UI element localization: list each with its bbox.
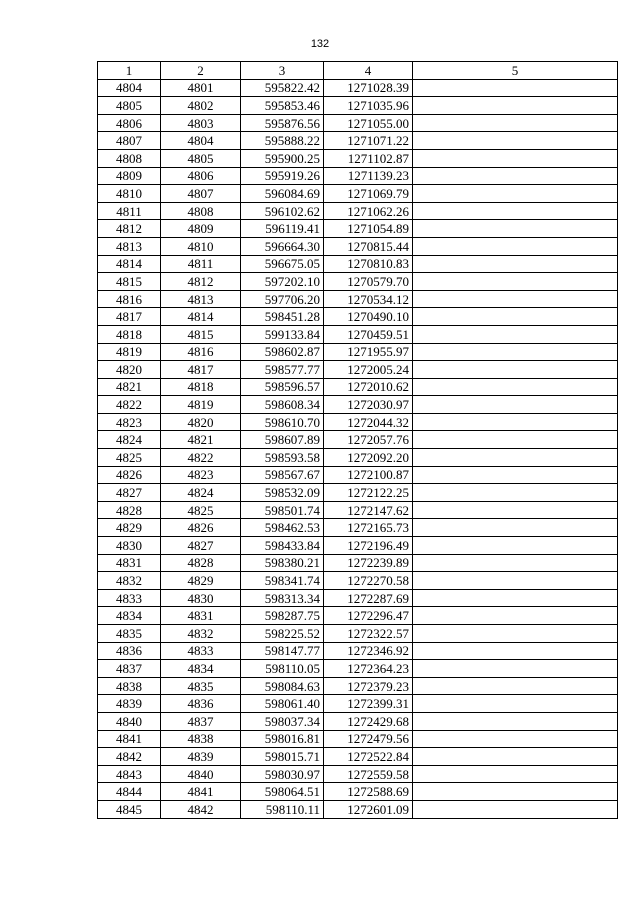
coordinates-table [97, 61, 618, 819]
table-cell: 4810 [98, 185, 161, 203]
table-row [98, 572, 618, 590]
table-cell: 4844 [98, 783, 161, 801]
table-cell: 4801 [161, 79, 241, 97]
table-cell: 1272010.62 [324, 378, 413, 396]
table-cell: 4819 [161, 396, 241, 414]
table-cell: 4824 [98, 431, 161, 449]
table-cell: 1272044.32 [324, 413, 413, 431]
table-row [98, 308, 618, 326]
table-cell: 4820 [98, 361, 161, 379]
table-cell [413, 589, 618, 607]
table-row [98, 589, 618, 607]
table-cell: 4806 [98, 114, 161, 132]
table-cell: 598577.77 [241, 361, 324, 379]
table-cell: 598084.63 [241, 677, 324, 695]
table-cell: 595822.42 [241, 79, 324, 97]
table-cell: 598451.28 [241, 308, 324, 326]
table-cell: 4832 [161, 625, 241, 643]
table-cell [413, 167, 618, 185]
table-cell: 596119.41 [241, 220, 324, 238]
table-cell [413, 800, 618, 818]
table-row [98, 748, 618, 766]
table-cell: 1271035.96 [324, 97, 413, 115]
table-row [98, 660, 618, 678]
table-cell: 598313.34 [241, 589, 324, 607]
table-cell: 598380.21 [241, 554, 324, 572]
table-cell: 4820 [161, 413, 241, 431]
table-row [98, 149, 618, 167]
table-row [98, 237, 618, 255]
table-cell: 4832 [98, 572, 161, 590]
table-cell: 1272588.69 [324, 783, 413, 801]
table-row [98, 537, 618, 555]
table-row [98, 290, 618, 308]
table-cell: 599133.84 [241, 325, 324, 343]
table-cell: 4827 [161, 537, 241, 555]
table-row [98, 625, 618, 643]
table-cell: 598147.77 [241, 642, 324, 660]
table-cell: 597202.10 [241, 273, 324, 291]
table-cell: 4811 [98, 202, 161, 220]
table-cell: 1272122.25 [324, 484, 413, 502]
table-cell: 1272057.76 [324, 431, 413, 449]
table-cell: 4818 [98, 325, 161, 343]
table-cell: 4831 [161, 607, 241, 625]
table-cell [413, 695, 618, 713]
table-cell: 4838 [161, 730, 241, 748]
table-cell: 4826 [161, 519, 241, 537]
table-cell: 598110.11 [241, 800, 324, 818]
table-cell [413, 325, 618, 343]
table-cell [413, 79, 618, 97]
table-cell: 1272287.69 [324, 589, 413, 607]
table-cell [413, 378, 618, 396]
table-cell: 4804 [98, 79, 161, 97]
table-cell: 598610.70 [241, 413, 324, 431]
table-cell [413, 712, 618, 730]
table-cell: 4833 [98, 589, 161, 607]
table-cell: 4825 [161, 501, 241, 519]
table-cell: 4814 [98, 255, 161, 273]
table-row [98, 185, 618, 203]
table-cell: 4826 [98, 466, 161, 484]
table-cell: 598433.84 [241, 537, 324, 555]
table-cell: 1270490.10 [324, 308, 413, 326]
table-row [98, 273, 618, 291]
table-cell: 1272429.68 [324, 712, 413, 730]
table-row [98, 677, 618, 695]
table-cell: 595900.25 [241, 149, 324, 167]
table-cell: 4840 [161, 765, 241, 783]
table-row [98, 343, 618, 361]
table-row [98, 255, 618, 273]
table-cell [413, 677, 618, 695]
table-cell: 1271139.23 [324, 167, 413, 185]
table-cell: 1272196.49 [324, 537, 413, 555]
table-row [98, 396, 618, 414]
table-cell [413, 642, 618, 660]
table-cell: 4815 [161, 325, 241, 343]
table-row [98, 449, 618, 467]
table-row [98, 765, 618, 783]
table-cell: 598225.52 [241, 625, 324, 643]
column-header: 2 [161, 62, 241, 80]
table-row [98, 378, 618, 396]
table-cell: 4809 [161, 220, 241, 238]
table-cell: 4831 [98, 554, 161, 572]
table-cell: 598602.87 [241, 343, 324, 361]
table-cell: 1272270.58 [324, 572, 413, 590]
table-cell [413, 202, 618, 220]
table-cell: 1272165.73 [324, 519, 413, 537]
table-cell: 4830 [161, 589, 241, 607]
table-cell: 4818 [161, 378, 241, 396]
table-cell: 4835 [98, 625, 161, 643]
table-row [98, 361, 618, 379]
table-cell: 598287.75 [241, 607, 324, 625]
column-header: 3 [241, 62, 324, 80]
table-cell: 1272239.89 [324, 554, 413, 572]
table-cell: 1272005.24 [324, 361, 413, 379]
table-cell [413, 519, 618, 537]
table-cell: 4828 [161, 554, 241, 572]
table-cell: 4815 [98, 273, 161, 291]
table-cell: 598064.51 [241, 783, 324, 801]
table-cell: 4833 [161, 642, 241, 660]
table-row [98, 132, 618, 150]
table-cell: 1271069.79 [324, 185, 413, 203]
table-cell: 4835 [161, 677, 241, 695]
table-cell: 4808 [161, 202, 241, 220]
table-cell: 4807 [161, 185, 241, 203]
table-cell: 4813 [161, 290, 241, 308]
table-cell: 4838 [98, 677, 161, 695]
table-cell: 4814 [161, 308, 241, 326]
table-cell: 1271102.87 [324, 149, 413, 167]
table-cell: 4841 [161, 783, 241, 801]
table-row [98, 114, 618, 132]
table-cell: 1271071.22 [324, 132, 413, 150]
table-cell: 4836 [161, 695, 241, 713]
table-cell [413, 484, 618, 502]
table-cell: 4845 [98, 800, 161, 818]
table-cell: 598567.67 [241, 466, 324, 484]
table-cell [413, 132, 618, 150]
table-cell: 596084.69 [241, 185, 324, 203]
table-cell: 598607.89 [241, 431, 324, 449]
table-cell [413, 537, 618, 555]
table-cell: 4808 [98, 149, 161, 167]
table-cell: 598596.57 [241, 378, 324, 396]
table-row [98, 783, 618, 801]
table-header-row [98, 62, 618, 80]
table-cell: 595853.46 [241, 97, 324, 115]
table-cell: 4840 [98, 712, 161, 730]
table-cell: 598016.81 [241, 730, 324, 748]
table-cell: 596675.05 [241, 255, 324, 273]
table-cell: 4819 [98, 343, 161, 361]
table-cell [413, 501, 618, 519]
table-cell: 598341.74 [241, 572, 324, 590]
table-cell: 1272399.31 [324, 695, 413, 713]
table-cell: 1272379.23 [324, 677, 413, 695]
table-cell: 4837 [161, 712, 241, 730]
table-cell: 4834 [98, 607, 161, 625]
table-cell [413, 273, 618, 291]
table-cell: 4839 [98, 695, 161, 713]
table-cell [413, 290, 618, 308]
table-row [98, 607, 618, 625]
table-cell: 1271028.39 [324, 79, 413, 97]
table-cell: 598110.05 [241, 660, 324, 678]
table-cell: 4830 [98, 537, 161, 555]
table-cell: 598608.34 [241, 396, 324, 414]
table-row [98, 220, 618, 238]
page-number: 132 [310, 38, 330, 50]
table-cell [413, 185, 618, 203]
table-cell: 1272322.57 [324, 625, 413, 643]
table-cell: 1272100.87 [324, 466, 413, 484]
table-cell: 4841 [98, 730, 161, 748]
table-cell: 596102.62 [241, 202, 324, 220]
table-row [98, 800, 618, 818]
table-cell: 4821 [161, 431, 241, 449]
table-cell: 4816 [98, 290, 161, 308]
table-cell [413, 625, 618, 643]
table-cell: 4823 [161, 466, 241, 484]
table-cell: 4816 [161, 343, 241, 361]
table-cell: 1272296.47 [324, 607, 413, 625]
table-cell [413, 237, 618, 255]
table-cell: 1271054.89 [324, 220, 413, 238]
table-cell: 4812 [161, 273, 241, 291]
table-cell: 4809 [98, 167, 161, 185]
table-cell: 4822 [98, 396, 161, 414]
table-cell: 598037.34 [241, 712, 324, 730]
table-cell: 598501.74 [241, 501, 324, 519]
table-cell: 4817 [161, 361, 241, 379]
table-cell: 4803 [161, 114, 241, 132]
table-cell [413, 431, 618, 449]
table-cell: 4825 [98, 449, 161, 467]
table-cell: 4843 [98, 765, 161, 783]
table-cell: 4817 [98, 308, 161, 326]
table-cell [413, 572, 618, 590]
table-cell [413, 361, 618, 379]
table-cell: 1272030.97 [324, 396, 413, 414]
table-cell [413, 554, 618, 572]
table-cell: 598532.09 [241, 484, 324, 502]
table-cell: 596664.30 [241, 237, 324, 255]
table-cell: 4813 [98, 237, 161, 255]
table-cell: 1272522.84 [324, 748, 413, 766]
table-cell: 598462.53 [241, 519, 324, 537]
table-cell [413, 343, 618, 361]
table-cell: 4839 [161, 748, 241, 766]
table-cell: 598061.40 [241, 695, 324, 713]
table-cell: 1270815.44 [324, 237, 413, 255]
table-cell [413, 765, 618, 783]
column-header: 4 [324, 62, 413, 80]
table-cell: 1272346.92 [324, 642, 413, 660]
table-cell: 4810 [161, 237, 241, 255]
table-cell: 4821 [98, 378, 161, 396]
table-row [98, 730, 618, 748]
table-cell: 1272479.56 [324, 730, 413, 748]
table-cell: 4804 [161, 132, 241, 150]
table-cell: 4842 [98, 748, 161, 766]
table-cell: 598015.71 [241, 748, 324, 766]
table-cell [413, 607, 618, 625]
table-cell: 1272601.09 [324, 800, 413, 818]
column-header: 1 [98, 62, 161, 80]
table-row [98, 431, 618, 449]
table-cell [413, 660, 618, 678]
table-cell: 4811 [161, 255, 241, 273]
table-cell: 598593.58 [241, 449, 324, 467]
table-cell: 4802 [161, 97, 241, 115]
table-cell: 1270810.83 [324, 255, 413, 273]
table-cell [413, 97, 618, 115]
table-row [98, 642, 618, 660]
table-cell: 4837 [98, 660, 161, 678]
table-cell: 4836 [98, 642, 161, 660]
table-row [98, 167, 618, 185]
table-row [98, 519, 618, 537]
table-cell: 4824 [161, 484, 241, 502]
table-cell: 1272364.23 [324, 660, 413, 678]
table-cell: 1270459.51 [324, 325, 413, 343]
table-cell: 4806 [161, 167, 241, 185]
table-row [98, 97, 618, 115]
table-cell: 1271955.97 [324, 343, 413, 361]
table-cell: 595888.22 [241, 132, 324, 150]
table-cell [413, 396, 618, 414]
table-cell: 4807 [98, 132, 161, 150]
table-row [98, 554, 618, 572]
table-cell: 1272147.62 [324, 501, 413, 519]
table-row [98, 325, 618, 343]
table-row [98, 413, 618, 431]
table-cell: 4812 [98, 220, 161, 238]
table-row [98, 712, 618, 730]
table-cell: 4834 [161, 660, 241, 678]
table-cell [413, 255, 618, 273]
table-row [98, 202, 618, 220]
table-row [98, 695, 618, 713]
table-cell: 595876.56 [241, 114, 324, 132]
table-cell: 4805 [98, 97, 161, 115]
table-cell: 4842 [161, 800, 241, 818]
table-cell: 598030.97 [241, 765, 324, 783]
column-header: 5 [413, 62, 618, 80]
table-row [98, 501, 618, 519]
table-cell [413, 449, 618, 467]
table-cell [413, 466, 618, 484]
table-cell [413, 220, 618, 238]
table-cell [413, 149, 618, 167]
table-cell [413, 413, 618, 431]
table-cell: 1270534.12 [324, 290, 413, 308]
table-cell: 4823 [98, 413, 161, 431]
table-cell [413, 748, 618, 766]
table-cell: 597706.20 [241, 290, 324, 308]
table-cell [413, 308, 618, 326]
table-cell: 1270579.70 [324, 273, 413, 291]
table-cell: 4829 [161, 572, 241, 590]
table-cell: 4827 [98, 484, 161, 502]
table-row [98, 466, 618, 484]
table-row [98, 484, 618, 502]
table-cell: 4805 [161, 149, 241, 167]
table-cell: 595919.26 [241, 167, 324, 185]
table-cell: 4822 [161, 449, 241, 467]
table-cell: 1272092.20 [324, 449, 413, 467]
table-cell [413, 730, 618, 748]
table-row [98, 79, 618, 97]
table-cell [413, 114, 618, 132]
table-cell: 1271062.26 [324, 202, 413, 220]
table-cell: 1272559.58 [324, 765, 413, 783]
table-cell: 1271055.00 [324, 114, 413, 132]
table-cell: 4828 [98, 501, 161, 519]
table-cell: 4829 [98, 519, 161, 537]
table-cell [413, 783, 618, 801]
